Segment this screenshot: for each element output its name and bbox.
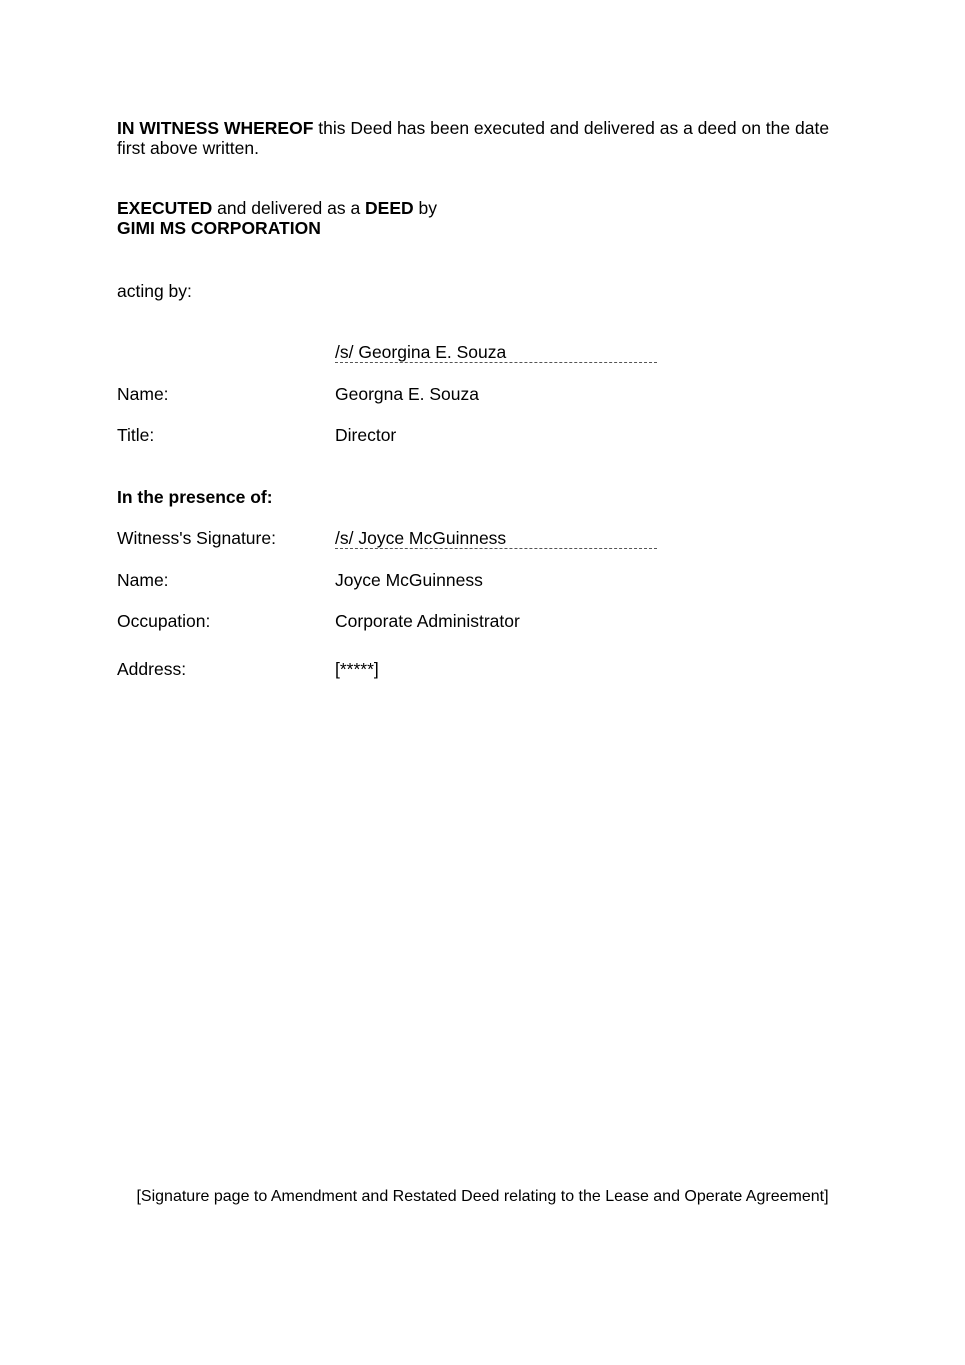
signatory-name-label: Name: [117,384,169,404]
deed-label: DEED [365,198,414,218]
witness-name-row [117,570,677,592]
signatory-title: Director [335,425,397,445]
witness-signature-row [117,528,677,550]
witness-address-label: Address: [117,659,187,679]
witness-occupation: Corporate Administrator [335,611,520,631]
witness-occupation-row [117,611,677,633]
execution-line [117,198,437,218]
presence-heading: In the presence of: [117,487,273,507]
witness-signature-label: Witness's Signature: [117,528,276,548]
witness-signature-line [335,528,657,549]
witness-address-row [117,659,677,681]
executed-label: EXECUTED [117,198,213,218]
witness-address: [*****] [335,659,379,679]
signatory-name-row [117,384,677,406]
signatory-signature-line [335,342,657,363]
witness-signature: /s/ Joyce McGuinness [335,528,507,548]
witness-clause [117,118,857,158]
company-name: GIMI MS CORPORATION [117,218,321,238]
execution-block [117,198,437,238]
witness-occupation-label: Occupation: [117,611,211,631]
witness-clause-text: this Deed has been executed and delivered as a deed on the date first above written. [117,118,830,158]
page-footer: [Signature page to Amendment and Restated Deed relating to the Lease and Operate Agreement] [136,1188,829,1205]
witness-clause-lead: IN WITNESS WHEREOF [117,118,314,138]
signatory-title-label: Title: [117,425,155,445]
witness-name-label: Name: [117,570,169,590]
signatory-signature-row [117,342,677,364]
signatory-title-row [117,425,677,447]
signatory-signature: /s/ Georgina E. Souza [335,342,507,362]
execution-by-text: by [413,198,438,218]
acting-by-label: acting by: [117,281,192,301]
signatory-name: Georgna E. Souza [335,384,479,404]
witness-name: Joyce McGuinness [335,570,483,590]
execution-middle-text: and delivered as a [212,198,366,218]
